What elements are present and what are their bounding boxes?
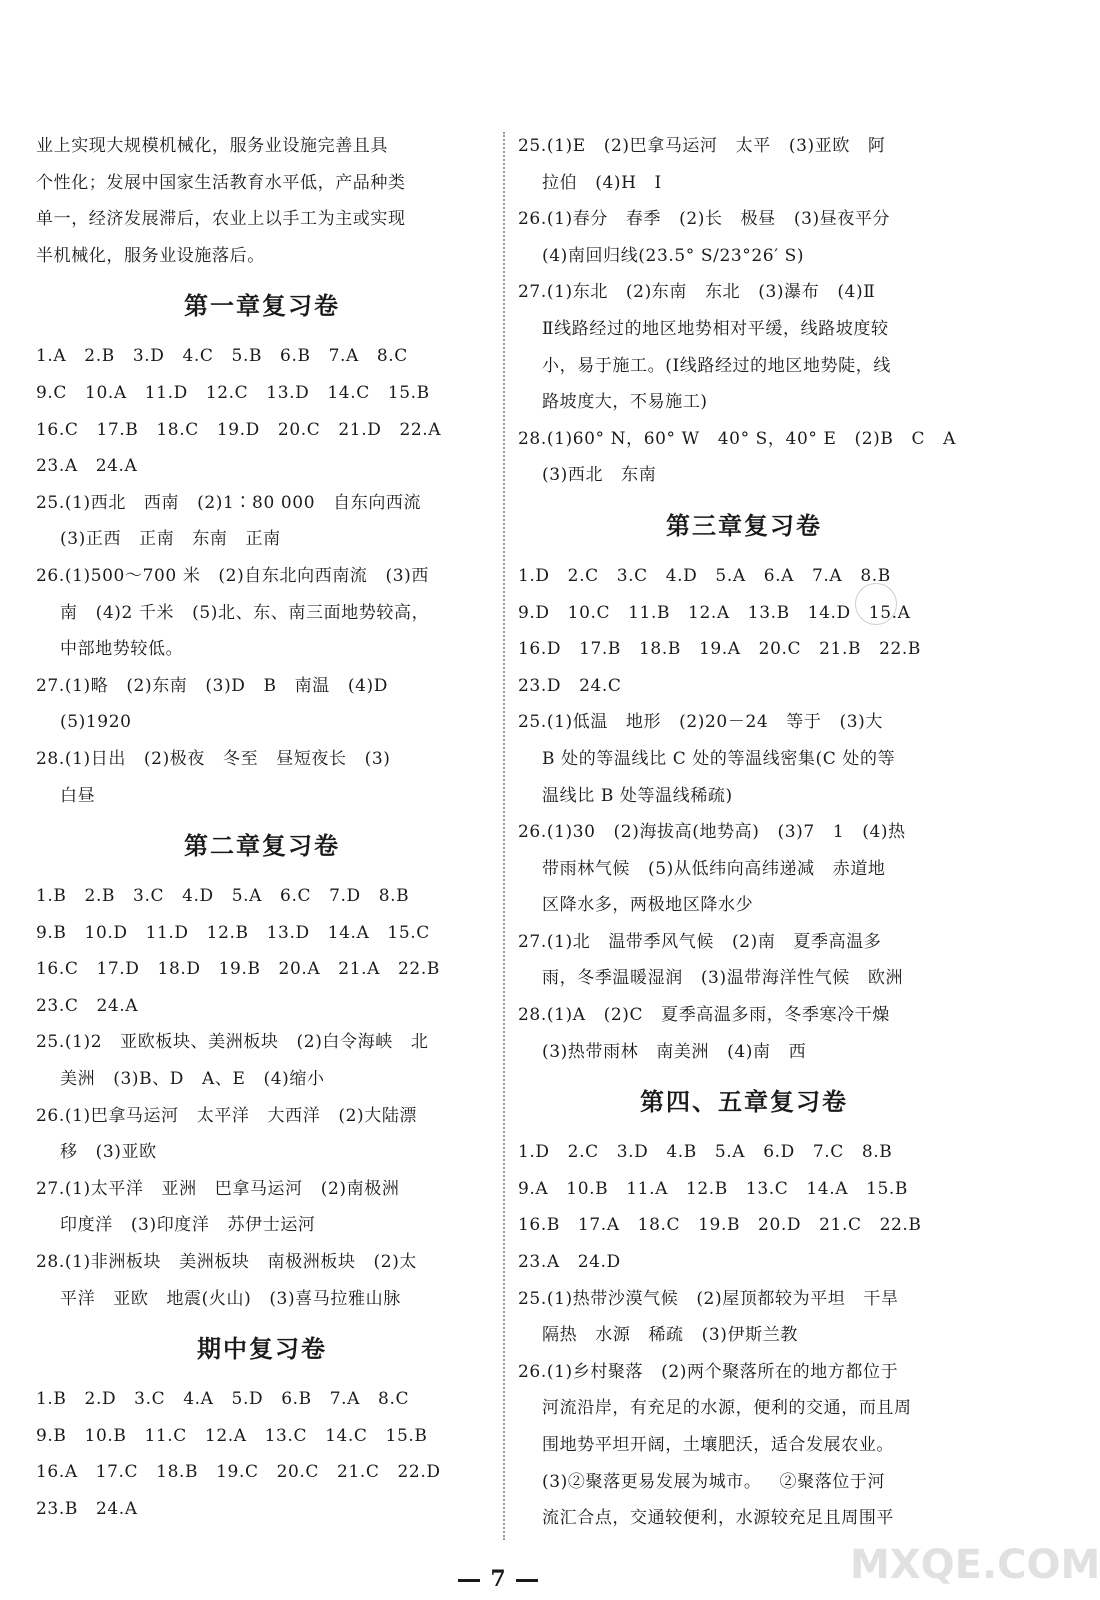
answer-line: 温线比 B 处等温线稀疏) [518,785,733,806]
answer-line: 1.D 2.C 3.D 4.B 5.A 6.D 7.C 8.B [518,1142,893,1163]
answer-line: 围地势平坦开阔，土壤肥沃，适合发展农业。 [518,1435,895,1455]
answer-line: 16.B 17.A 18.C 19.B 20.D 21.C 22.B [518,1215,922,1236]
page-number-value: 7 [490,1566,506,1592]
answer-line: 27.(1)太平洋 亚洲 巴拿马运河 (2)南极洲 [36,1178,400,1199]
answer-line: 26.(1)500～700 米 (2)自东北向西南流 (3)西 [36,565,429,586]
answer-line: 16.A 17.C 18.B 19.C 20.C 21.C 22.D [36,1462,441,1483]
answer-line: 路坡度大，不易施工) [518,392,708,413]
answer-line: 25.(1)西北 西南 (2)1∶80 000 自东向西流 [36,492,422,513]
answer-line: 25.(1)热带沙漠气候 (2)屋顶都较为平坦 干旱 [518,1288,899,1309]
page-number [0,1566,996,1592]
answer-line: 南 (4)2 千米 (5)北、东、南三面地势较高， [36,602,430,623]
answer-line: 26.(1)30 (2)海拔高(地势高) (3)7 1 (4)热 [518,822,906,843]
answer-line: (3)正西 正南 东南 正南 [36,529,281,550]
answer-line: (4)南回归线(23.5° S/23°26′ S) [518,245,805,266]
section-heading: 期中复习卷 [197,1334,327,1364]
answer-line: 25.(1)2 亚欧板块、美洲板块 (2)白令海峡 北 [36,1032,429,1053]
watermark: MXQE.COM [850,1542,1100,1588]
answer-line: (3)热带雨林 南美洲 (4)南 西 [518,1041,807,1062]
section-heading: 第四、五章复习卷 [640,1087,848,1117]
answer-line: 河流沿岸，有充足的水源，便利的交通，而且周 [518,1398,912,1419]
answer-line: 移 (3)亚欧 [36,1142,157,1163]
answer-line: 23.C 24.A [36,995,139,1016]
answer-line: 区降水多，两极地区降水少 [518,895,754,916]
answer-line: 27.(1)北 温带季风气候 (2)南 夏季高温多 [518,931,882,952]
answer-line: 1.B 2.D 3.C 4.A 5.D 6.B 7.A 8.C [36,1389,410,1410]
answer-line: 16.C 17.B 18.C 19.D 20.C 21.D 22.A [36,419,442,440]
answer-line: 隔热 水源 稀疏 (3)伊斯兰教 [518,1325,798,1346]
answer-line: B 处的等温线比 C 处的等温线密集(C 处的等 [518,748,896,769]
answer-line: Ⅱ线路经过的地区地势相对平缓，线路坡度较 [518,318,889,339]
section-heading: 第三章复习卷 [666,510,822,540]
answer-line: 26.(1)春分 春季 (2)长 极昼 (3)昼夜平分 [518,209,891,230]
answer-line: 半机械化，服务业设施落后。 [36,245,265,266]
answer-line: 26.(1)乡村聚落 (2)两个聚落所在的地方都位于 [518,1361,899,1382]
answer-line: (5)1920 [36,712,132,733]
answer-line: 9.D 10.C 11.B 12.A 13.B 14.D 15.A [518,602,911,623]
answer-line: 1.A 2.B 3.D 4.C 5.B 6.B 7.A 8.C [36,346,408,367]
section-heading: 第一章复习卷 [184,291,340,321]
answer-line: 16.D 17.B 18.B 19.A 20.C 21.B 22.B [518,639,922,660]
answer-line: 16.C 17.D 18.D 19.B 20.A 21.A 22.B [36,959,440,980]
answer-line: 1.D 2.C 3.C 4.D 5.A 6.A 7.A 8.B [518,565,891,586]
answer-line: 28.(1)A (2)C 夏季高温多雨，冬季寒冷干燥 [518,1005,890,1026]
answer-line: 业上实现大规模机械化，服务业设施完善且具 [36,136,388,156]
answer-line: 拉伯 (4)H I [518,172,662,193]
answer-line: 带雨林气候 (5)从低纬向高纬递减 赤道地 [518,858,886,879]
answer-line: 9.B 10.B 11.C 12.A 13.C 14.C 15.B [36,1425,428,1446]
answer-line: (3)西北 东南 [518,465,657,486]
answer-line: 美洲 (3)B、D A、E (4)缩小 [36,1069,325,1090]
answer-line: 9.C 10.A 11.D 12.C 13.D 14.C 15.B [36,382,430,403]
answer-line: 28.(1)日出 (2)极夜 冬至 昼短夜长 (3) [36,748,391,769]
answer-line: 28.(1)非洲板块 美洲板块 南极洲板块 (2)太 [36,1252,418,1273]
answer-line: (3)②聚落更易发展为城市。 ②聚落位于河 [518,1471,886,1492]
answer-line: 23.A 24.A [36,456,138,477]
answer-line: 个性化；发展中国家生活教育水平低，产品种类 [36,172,406,193]
answer-line: 27.(1)东北 (2)东南 东北 (3)瀑布 (4)Ⅱ [518,282,876,303]
answer-line: 小，易于施工。(Ⅰ线路经过的地区地势陡，线 [518,355,891,376]
answer-line: 中部地势较低。 [36,639,184,660]
page-number-dash-left [458,1579,480,1582]
answer-line: 23.D 24.C [518,675,622,696]
answer-line: 单一，经济发展滞后，农业上以手工为主或实现 [36,209,406,230]
answer-line: 平洋 亚欧 地震(火山) (3)喜马拉雅山脉 [36,1288,401,1309]
section-heading: 第二章复习卷 [184,831,340,861]
answer-line: 26.(1)巴拿马运河 太平洋 大西洋 (2)大陆漂 [36,1105,418,1126]
right-column [518,128,970,1537]
answer-line: 印度洋 (3)印度洋 苏伊士运河 [36,1215,316,1236]
answer-line: 25.(1)低温 地形 (2)20－24 等于 (3)大 [518,712,883,733]
left-column [36,128,488,1528]
answer-line: 25.(1)E (2)巴拿马运河 太平 (3)亚欧 阿 [518,136,886,156]
answer-line: 流汇合点，交通较便利，水源较充足且周围平 [518,1508,895,1529]
answer-line: 白昼 [36,785,96,806]
answer-line: 9.A 10.B 11.A 12.B 13.C 14.A 15.B [518,1178,909,1199]
stamp-mark [855,583,897,625]
answer-line: 9.B 10.D 11.D 12.B 13.D 14.A 15.C [36,922,430,943]
answer-line: 27.(1)略 (2)东南 (3)D B 南温 (4)D [36,675,388,696]
answer-line: 23.B 24.A [36,1499,138,1519]
answer-line: 1.B 2.B 3.C 4.D 5.A 6.C 7.D 8.B [36,886,410,907]
page-number-dash-right [516,1579,538,1582]
answer-line: 雨，冬季温暖湿润 (3)温带海洋性气候 欧洲 [518,968,904,989]
answer-line: 23.A 24.D [518,1252,621,1273]
answer-line: 28.(1)60° N，60° W 40° S，40° E (2)B C A [518,428,956,449]
column-divider [503,132,505,1540]
